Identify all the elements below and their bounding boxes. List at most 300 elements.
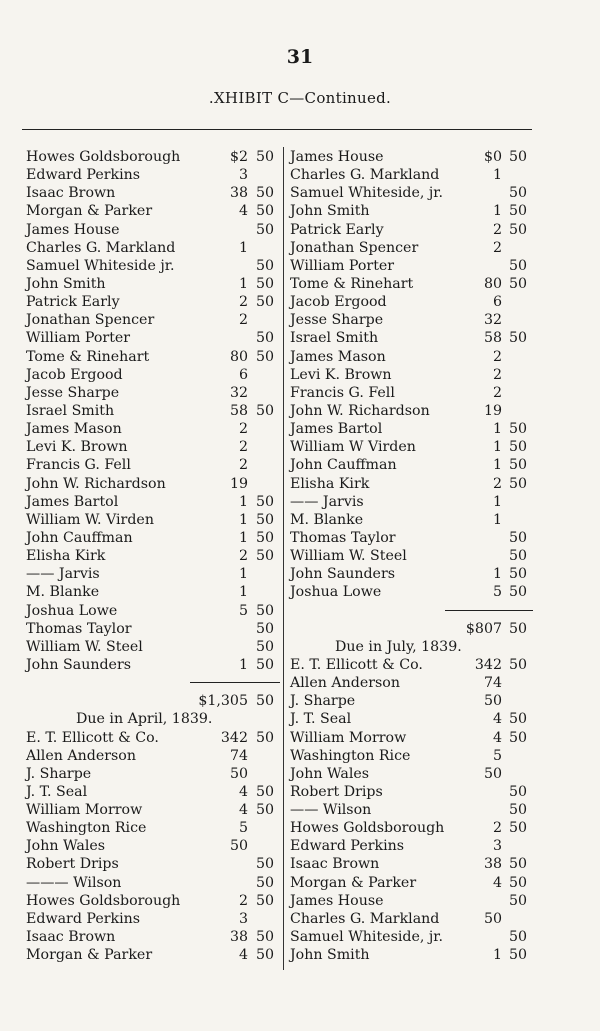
sum-rule	[290, 602, 532, 620]
entry-cents: 50	[509, 820, 528, 837]
entry-dollars: 5	[492, 584, 502, 601]
entry-name: Charles G. Markland	[26, 239, 176, 256]
ledger-row	[290, 402, 532, 420]
entry-dollars: 2	[238, 421, 248, 438]
entry-cents: 50	[256, 693, 275, 710]
entry-name: Francis G. Fell	[26, 457, 131, 474]
entry-dollars: 2	[492, 348, 502, 365]
ledger-row	[26, 366, 278, 384]
ledger-row	[26, 311, 278, 329]
ledger-row	[26, 801, 278, 819]
entry-dollars: 6	[492, 294, 502, 311]
entry-dollars: 1	[238, 656, 248, 673]
entry-name: William Porter	[290, 257, 395, 274]
ledger-row	[290, 475, 532, 493]
entry-cents: 50	[256, 493, 275, 510]
entry-dollars: 38	[229, 929, 248, 946]
ledger-row	[290, 692, 532, 710]
entry-dollars: 2	[238, 892, 248, 909]
entry-name: —— Wilson	[290, 802, 372, 819]
entry-name: James House	[290, 149, 384, 165]
entry-dollars: 2	[492, 475, 502, 492]
entry-name: ——— Wilson	[26, 874, 122, 891]
entry-dollars: 2	[492, 239, 502, 256]
ledger-row	[290, 166, 532, 184]
ledger-row	[290, 928, 532, 946]
ledger-row	[290, 565, 532, 583]
entry-cents: 50	[509, 330, 528, 347]
entry-name: Isaac Brown	[290, 856, 380, 873]
ledger-row	[26, 547, 278, 565]
entry-name: William W. Virden	[26, 511, 154, 528]
entry-name: Joshua Lowe	[290, 584, 382, 601]
entry-dollars: 2	[238, 312, 248, 329]
entry-cents: 50	[509, 185, 528, 202]
ledger-row	[290, 874, 532, 892]
ledger-row	[26, 928, 278, 946]
entry-dollars: 2	[492, 221, 502, 238]
entry-name: Jonathan Spencer	[26, 312, 155, 329]
ledger-row	[290, 819, 532, 837]
entry-cents: 50	[509, 475, 528, 492]
entry-name: Francis G. Fell	[290, 384, 395, 401]
ledger-row	[290, 384, 532, 402]
entry-name: Isaac Brown	[26, 185, 116, 202]
entry-cents: 50	[256, 783, 275, 800]
ledger-row	[26, 438, 278, 456]
entry-dollars: 2	[492, 820, 502, 837]
entry-dollars: 50	[483, 693, 502, 710]
entry-name: Charles G. Markland	[290, 167, 440, 184]
ledger-row	[26, 384, 278, 402]
entry-cents: 50	[256, 149, 275, 165]
entry-name: Howes Goldsborough	[290, 820, 445, 837]
ledger-row	[290, 275, 532, 293]
entry-dollars: 74	[483, 675, 502, 692]
entry-cents: 50	[509, 221, 528, 238]
entry-name: Jonathan Spencer	[290, 239, 419, 256]
entry-dollars: 5	[238, 602, 248, 619]
entry-dollars: 2	[238, 439, 248, 456]
entry-name: John Cauffman	[290, 457, 397, 474]
ledger-row	[290, 493, 532, 511]
page-number: 31	[286, 46, 314, 68]
entry-cents: 50	[256, 257, 275, 274]
ledger-row	[26, 602, 278, 620]
section-heading	[26, 710, 278, 728]
entry-name: John Smith	[26, 275, 106, 292]
entry-dollars: 80	[229, 348, 248, 365]
total-row	[26, 692, 278, 710]
ledger-row	[26, 819, 278, 837]
entry-name: John Wales	[26, 838, 106, 855]
entry-name: James Bartol	[26, 493, 119, 510]
entry-dollars: 58	[483, 330, 502, 347]
entry-dollars: 4	[492, 874, 502, 891]
entry-cents: 50	[256, 203, 275, 220]
entry-dollars: 2	[238, 294, 248, 311]
entry-name: J. T. Seal	[26, 783, 88, 800]
entry-dollars: $1,305	[198, 693, 248, 710]
entry-name: John W. Richardson	[290, 402, 430, 419]
entry-dollars: 1	[238, 566, 248, 583]
sum-rule-line	[190, 682, 280, 683]
entry-dollars: 38	[483, 856, 502, 873]
entry-cents: 50	[256, 185, 275, 202]
entry-name: James House	[290, 892, 384, 909]
ledger-row	[26, 656, 278, 674]
entry-name: Israel Smith	[26, 402, 115, 419]
entry-cents: 50	[509, 892, 528, 909]
ledger-row	[26, 166, 278, 184]
entry-cents: 50	[509, 149, 528, 165]
ledger-row	[26, 946, 278, 964]
entry-cents: 50	[256, 947, 275, 964]
entry-name: John Saunders	[290, 566, 396, 583]
entry-cents: 50	[509, 457, 528, 474]
ledger-row	[26, 638, 278, 656]
entry-dollars: 32	[483, 312, 502, 329]
entry-dollars: 2	[492, 366, 502, 383]
entry-dollars: 342	[220, 729, 248, 746]
entry-name: Samuel Whiteside, jr.	[290, 185, 444, 202]
entry-dollars: 58	[229, 402, 248, 419]
ledger-row	[290, 946, 532, 964]
entry-name: Robert Drips	[290, 783, 383, 800]
entry-dollars: 1	[492, 457, 502, 474]
entry-name: Isaac Brown	[26, 929, 116, 946]
ledger-row	[26, 511, 278, 529]
ledger-row	[290, 747, 532, 765]
entry-dollars: 1	[238, 511, 248, 528]
entry-name: Morgan & Parker	[290, 874, 417, 891]
ledger-row	[290, 366, 532, 384]
sum-rule	[26, 674, 278, 692]
entry-cents: 50	[256, 892, 275, 909]
entry-dollars: 3	[492, 838, 502, 855]
ledger-row	[290, 801, 532, 819]
entry-name: Jesse Sharpe	[290, 312, 384, 329]
entry-cents: 50	[256, 294, 275, 311]
total-row	[290, 620, 532, 638]
ledger-row	[290, 855, 532, 873]
entry-name: —— Jarvis	[26, 566, 100, 583]
entry-name: Morgan & Parker	[26, 203, 153, 220]
ledger-row	[26, 221, 278, 239]
entry-name: Elisha Kirk	[290, 475, 370, 492]
entry-cents: 50	[509, 802, 528, 819]
entry-cents: 50	[509, 856, 528, 873]
entry-cents: 50	[256, 729, 275, 746]
entry-name: Allen Anderson	[290, 675, 400, 692]
entry-name: John Cauffman	[26, 529, 133, 546]
entry-name: William W. Steel	[290, 548, 407, 565]
ledger-row	[290, 456, 532, 474]
entry-cents: 50	[509, 275, 528, 292]
entry-name: Robert Drips	[26, 856, 119, 873]
ledger-row	[26, 329, 278, 347]
section-heading-text: Due in July, 1839.	[335, 638, 462, 655]
entry-dollars: $0	[483, 149, 502, 165]
entry-dollars: 4	[238, 203, 248, 220]
ledger-row	[26, 729, 278, 747]
entry-cents: 50	[509, 421, 528, 438]
ledger-row	[26, 293, 278, 311]
entry-dollars: 50	[483, 910, 502, 927]
entry-dollars: 4	[238, 947, 248, 964]
ledger-row	[26, 239, 278, 257]
entry-name: William Morrow	[26, 802, 143, 819]
entry-name: Jacob Ergood	[26, 366, 123, 383]
ledger-row	[26, 420, 278, 438]
entry-name: —— Jarvis	[290, 493, 364, 510]
ledger-row	[290, 348, 532, 366]
entry-dollars: 4	[238, 802, 248, 819]
entry-dollars: 3	[238, 167, 248, 184]
entry-name: James Mason	[26, 421, 122, 438]
entry-cents: 50	[256, 929, 275, 946]
entry-dollars: 1	[238, 239, 248, 256]
ledger-row	[26, 837, 278, 855]
ledger-row	[290, 329, 532, 347]
ledger-row	[290, 529, 532, 547]
sum-rule-line	[445, 610, 533, 611]
entry-cents: 50	[509, 656, 528, 673]
ledger-row	[290, 202, 532, 220]
ledger-row	[290, 221, 532, 239]
ledger-row	[26, 620, 278, 638]
entry-cents: 50	[256, 330, 275, 347]
entry-dollars: 4	[492, 729, 502, 746]
entry-name: Howes Goldsborough	[26, 149, 181, 165]
entry-name: J. Sharpe	[26, 765, 92, 782]
entry-dollars: 1	[238, 275, 248, 292]
entry-name: E. T. Ellicott & Co.	[26, 729, 159, 746]
entry-name: John Smith	[290, 947, 370, 964]
entry-dollars: 5	[238, 820, 248, 837]
entry-cents: 50	[256, 511, 275, 528]
entry-cents: 50	[256, 638, 275, 655]
entry-cents: 50	[509, 947, 528, 964]
entry-dollars: 2	[238, 457, 248, 474]
entry-dollars: 19	[229, 475, 248, 492]
entry-name: J. Sharpe	[290, 693, 356, 710]
entry-cents: 50	[509, 783, 528, 800]
entry-name: James Mason	[290, 348, 386, 365]
entry-cents: 50	[509, 439, 528, 456]
entry-cents: 50	[509, 257, 528, 274]
entry-dollars: $2	[229, 149, 248, 165]
entry-name: Israel Smith	[290, 330, 379, 347]
entry-name: J. T. Seal	[290, 711, 352, 728]
ledger-row	[290, 293, 532, 311]
entry-dollars: 5	[492, 747, 502, 764]
ledger-row	[26, 747, 278, 765]
entry-dollars: 2	[492, 384, 502, 401]
entry-dollars: 1	[492, 511, 502, 528]
entry-cents: 50	[256, 620, 275, 637]
entry-dollars: 1	[492, 203, 502, 220]
entry-name: Edward Perkins	[26, 910, 141, 927]
ledger-row	[26, 855, 278, 873]
entry-cents: 50	[509, 584, 528, 601]
ledger-row	[26, 529, 278, 547]
entry-name: E. T. Ellicott & Co.	[290, 656, 423, 673]
entry-dollars: 1	[238, 584, 248, 601]
entry-dollars: 50	[229, 765, 248, 782]
entry-cents: 50	[509, 529, 528, 546]
entry-cents: 50	[509, 548, 528, 565]
entry-name: Samuel Whiteside, jr.	[290, 929, 444, 946]
entry-cents: 50	[256, 348, 275, 365]
ledger-row	[26, 874, 278, 892]
ledger-row	[26, 493, 278, 511]
entry-cents: 50	[509, 729, 528, 746]
ledger-row	[26, 184, 278, 202]
ledger-row	[290, 311, 532, 329]
entry-dollars: 1	[492, 439, 502, 456]
entry-name: Tome & Rinehart	[26, 348, 150, 365]
entry-name: Joshua Lowe	[26, 602, 118, 619]
ledger-row	[290, 765, 532, 783]
ledger-row	[290, 674, 532, 692]
ledger-row	[290, 910, 532, 928]
ledger-row	[26, 257, 278, 275]
ledger-row	[290, 511, 532, 529]
top-rule	[22, 129, 532, 130]
entry-cents: 50	[256, 275, 275, 292]
left-column	[26, 148, 278, 964]
entry-name: Levi K. Brown	[290, 366, 392, 383]
entry-name: William W. Steel	[26, 638, 143, 655]
entry-dollars: 50	[483, 765, 502, 782]
ledger-row	[290, 184, 532, 202]
entry-cents: 50	[509, 929, 528, 946]
exhibit-title: .XHIBIT C—Continued.	[208, 89, 392, 107]
entry-cents: 50	[256, 402, 275, 419]
entry-dollars: 4	[492, 711, 502, 728]
ledger-row	[290, 420, 532, 438]
entry-name: Samuel Whiteside jr.	[26, 257, 175, 274]
entry-dollars: 38	[229, 185, 248, 202]
entry-cents: 50	[256, 548, 275, 565]
entry-dollars: 2	[238, 548, 248, 565]
ledger-row	[290, 583, 532, 601]
section-heading	[290, 638, 532, 656]
entry-name: M. Blanke	[290, 511, 364, 528]
ledger-row	[290, 547, 532, 565]
ledger-row	[26, 148, 278, 166]
entry-name: James Bartol	[290, 421, 383, 438]
entry-name: Elisha Kirk	[26, 548, 106, 565]
ledger-row	[290, 783, 532, 801]
section-heading-text: Due in April, 1839.	[76, 711, 213, 728]
entry-dollars: 32	[229, 384, 248, 401]
entry-dollars: 1	[492, 167, 502, 184]
ledger-row	[290, 239, 532, 257]
ledger-row	[290, 257, 532, 275]
ledger-row	[26, 892, 278, 910]
ledger-row	[26, 783, 278, 801]
entry-name: John W. Richardson	[26, 475, 166, 492]
ledger-row	[26, 456, 278, 474]
entry-dollars: 3	[238, 910, 248, 927]
entry-cents: 50	[256, 856, 275, 873]
entry-name: John Smith	[290, 203, 370, 220]
entry-cents: 50	[256, 656, 275, 673]
entry-name: Allen Anderson	[26, 747, 136, 764]
ledger-row	[26, 765, 278, 783]
ledger-row	[290, 148, 532, 166]
entry-cents: 50	[509, 620, 528, 637]
entry-dollars: 19	[483, 402, 502, 419]
entry-name: Edward Perkins	[26, 167, 141, 184]
entry-dollars: 80	[483, 275, 502, 292]
entry-dollars: 1	[492, 566, 502, 583]
entry-name: M. Blanke	[26, 584, 100, 601]
entry-name: Levi K. Brown	[26, 439, 128, 456]
right-column	[290, 148, 532, 964]
entry-cents: 50	[256, 874, 275, 891]
entry-dollars: 74	[229, 747, 248, 764]
entry-dollars: 1	[492, 421, 502, 438]
entry-name: Patrick Early	[26, 294, 120, 311]
ledger-row	[26, 475, 278, 493]
entry-name: William Porter	[26, 330, 131, 347]
entry-name: Patrick Early	[290, 221, 384, 238]
entry-name: Edward Perkins	[290, 838, 405, 855]
entry-name: Tome & Rinehart	[290, 275, 414, 292]
ledger-row	[26, 202, 278, 220]
entry-cents: 50	[509, 566, 528, 583]
entry-name: John Saunders	[26, 656, 132, 673]
entry-name: Morgan & Parker	[26, 947, 153, 964]
entry-name: Thomas Taylor	[26, 620, 132, 637]
entry-name: Jacob Ergood	[290, 294, 387, 311]
entry-name: John Wales	[290, 765, 370, 782]
ledger-row	[26, 565, 278, 583]
ledger-row	[26, 275, 278, 293]
ledger-row	[290, 656, 532, 674]
ledger-row	[290, 438, 532, 456]
entry-cents: 50	[256, 802, 275, 819]
entry-dollars: 1	[492, 947, 502, 964]
entry-name: Howes Goldsborough	[26, 892, 181, 909]
ledger-row	[26, 910, 278, 928]
ledger-row	[26, 583, 278, 601]
entry-name: Thomas Taylor	[290, 529, 396, 546]
entry-name: William Morrow	[290, 729, 407, 746]
ledger-row	[26, 348, 278, 366]
entry-name: Washington Rice	[26, 820, 147, 837]
ledger-row	[290, 710, 532, 728]
entry-dollars: 342	[474, 656, 502, 673]
entry-cents: 50	[256, 221, 275, 238]
entry-cents: 50	[509, 874, 528, 891]
ledger-row	[290, 837, 532, 855]
entry-dollars: 4	[238, 783, 248, 800]
entry-name: Washington Rice	[290, 747, 411, 764]
entry-cents: 50	[256, 602, 275, 619]
entry-dollars: 6	[238, 366, 248, 383]
entry-name: Charles G. Markland	[290, 910, 440, 927]
entry-dollars: 1	[238, 529, 248, 546]
entry-name: William W Virden	[290, 439, 416, 456]
ledger-row	[290, 729, 532, 747]
entry-name: James House	[26, 221, 120, 238]
entry-dollars: 1	[238, 493, 248, 510]
entry-name: Jesse Sharpe	[26, 384, 120, 401]
